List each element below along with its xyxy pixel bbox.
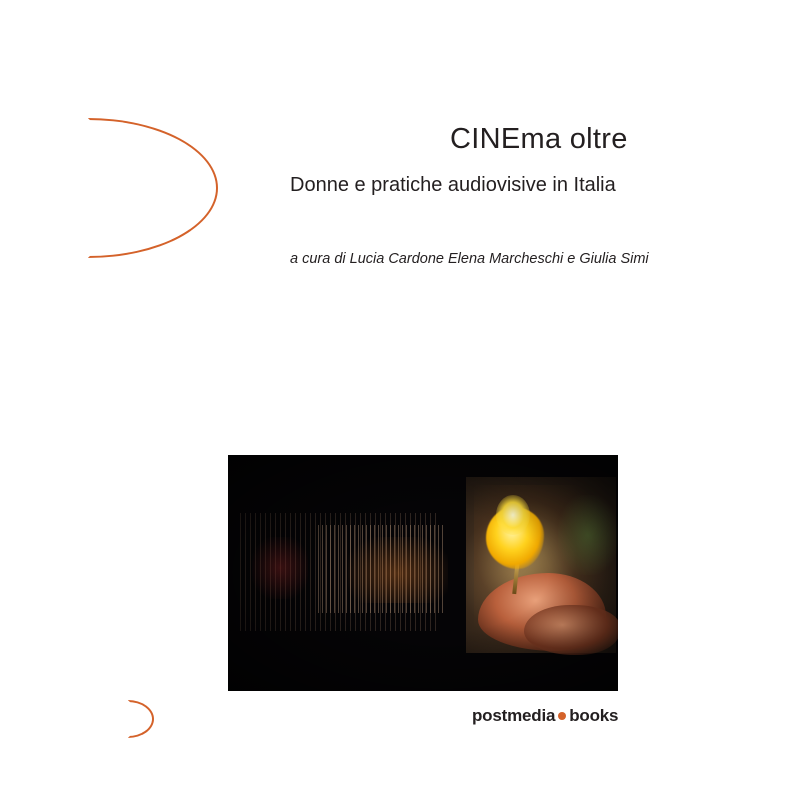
publisher-logo: [472, 706, 618, 726]
decorative-arc-small-icon: [128, 700, 154, 738]
page-title: CINEma oltre: [450, 123, 628, 155]
editors-credit: a cura di Lucia Cardone Elena Marcheschi e Giulia Simi: [290, 250, 649, 267]
page-subtitle: Donne e pratiche audiovisive in Italia: [290, 173, 616, 196]
publisher-name-first: postmedia: [472, 706, 556, 725]
publisher-name-second: books: [569, 706, 619, 725]
cover-photo: [228, 455, 618, 691]
title-block: [228, 122, 758, 269]
publisher-dot-icon: [558, 712, 566, 720]
decorative-arc-large-icon: [88, 118, 218, 258]
photo-vignette: [228, 455, 618, 691]
